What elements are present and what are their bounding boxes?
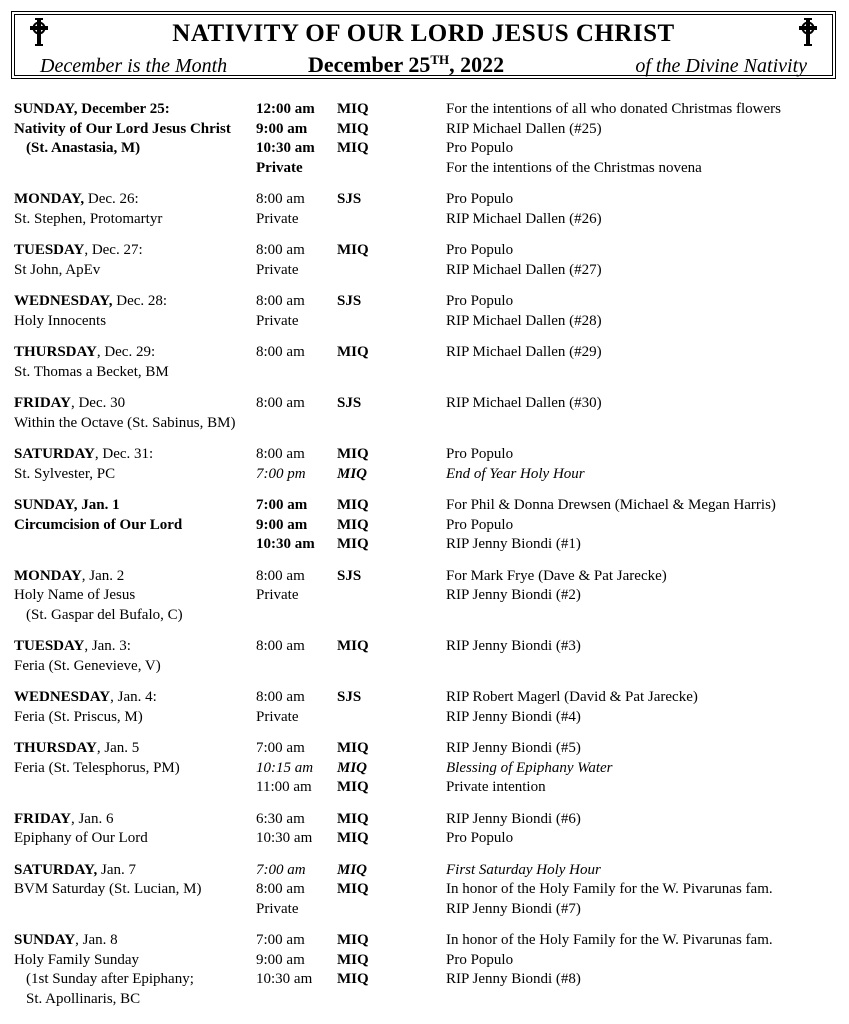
schedule-line xyxy=(14,210,834,230)
mass-intention: RIP Jenny Biondi (#8) xyxy=(446,971,581,987)
schedule-line xyxy=(14,567,834,587)
celebrant-code: MIQ xyxy=(337,740,369,756)
schedule-line xyxy=(14,606,834,626)
schedule-entry xyxy=(14,343,834,382)
schedule-line xyxy=(14,810,834,830)
celebrant-code: MIQ xyxy=(337,830,369,846)
mass-time: 10:30 am xyxy=(256,536,315,552)
day-name: FRIDAY xyxy=(14,810,71,827)
day-date: Dec. 28: xyxy=(112,293,168,309)
mass-time: Private xyxy=(256,708,299,725)
day-label xyxy=(14,567,124,587)
date-main: December 25 xyxy=(308,52,431,77)
day-label xyxy=(14,688,157,708)
schedule-line xyxy=(14,900,834,920)
day-label xyxy=(14,931,118,951)
schedule-entry xyxy=(14,445,834,484)
mass-time: 7:00 am xyxy=(256,497,308,513)
mass-intention: In honor of the Holy Family for the W. Pivarunas fam. xyxy=(446,881,773,897)
schedule-entry xyxy=(14,861,834,920)
mass-intention: For the intentions of the Christmas novena xyxy=(446,159,702,176)
mass-intention: RIP Jenny Biondi (#4) xyxy=(446,708,581,725)
day-name: MONDAY xyxy=(14,567,82,584)
celebrant-code: MIQ xyxy=(337,971,369,987)
day-label: SUNDAY, Jan. 1 xyxy=(14,497,120,513)
day-name: TUESDAY xyxy=(14,242,85,258)
mass-time: 8:00 am xyxy=(256,395,305,411)
schedule-entry xyxy=(14,931,834,1009)
day-date: , Jan. 3: xyxy=(84,638,131,654)
mass-time: Private xyxy=(256,159,303,176)
mass-time: Private xyxy=(256,312,299,329)
schedule-entry xyxy=(14,810,834,849)
schedule-line xyxy=(14,190,834,210)
date-sup: TH xyxy=(430,52,450,67)
schedule-line xyxy=(14,657,834,677)
day-label xyxy=(14,241,143,261)
month-dedication-right: of the Divine Nativity xyxy=(635,55,807,77)
day-date: , Jan. 8 xyxy=(75,932,118,948)
mass-time: 8:00 am xyxy=(256,567,305,584)
day-label xyxy=(14,810,113,830)
celebrant-code: MIQ xyxy=(337,759,368,776)
celebrant-code: MIQ xyxy=(337,810,369,827)
celebrant-code: MIQ xyxy=(337,497,369,513)
schedule-line xyxy=(14,394,834,414)
day-name: FRIDAY xyxy=(14,395,71,411)
day-name: SATURDAY xyxy=(14,446,95,462)
mass-time: 7:00 am xyxy=(256,932,305,948)
schedule-entry xyxy=(14,394,834,433)
celebrant-code: MIQ xyxy=(337,638,369,654)
feast-name: Circumcision of Our Lord xyxy=(14,516,183,533)
schedule-line xyxy=(14,708,834,728)
schedule-line xyxy=(14,688,834,708)
mass-intention: RIP Michael Dallen (#30) xyxy=(446,395,602,411)
schedule-line xyxy=(14,241,834,261)
mass-intention: RIP Jenny Biondi (#7) xyxy=(446,900,581,917)
mass-intention: For Phil & Donna Drewsen (Michael & Megan Harris) xyxy=(446,497,776,513)
mass-intention: First Saturday Holy Hour xyxy=(446,861,601,878)
schedule-entry xyxy=(14,637,834,676)
celebrant-code: MIQ xyxy=(337,101,369,117)
day-name: MONDAY, xyxy=(14,191,85,207)
mass-time: 10:30 am xyxy=(256,830,313,846)
day-date: , Jan. 4: xyxy=(110,689,157,705)
schedule-line xyxy=(14,120,834,140)
mass-intention: For Mark Frye (Dave & Pat Jarecke) xyxy=(446,567,667,584)
schedule-line xyxy=(14,880,834,900)
celebrant-code: SJS xyxy=(337,395,362,411)
day-name: SUNDAY xyxy=(14,932,76,948)
celebrant-code: MIQ xyxy=(337,932,369,948)
celebrant-code: MIQ xyxy=(337,446,369,462)
mass-intention: Private intention xyxy=(446,779,546,795)
celebrant-code: SJS xyxy=(337,191,362,207)
commemoration: (St. Anastasia, M) xyxy=(26,140,141,156)
celebrant-code: MIQ xyxy=(337,881,369,897)
celebrant-code: MIQ xyxy=(337,779,369,795)
schedule-line xyxy=(14,261,834,281)
schedule-line xyxy=(14,312,834,332)
mass-intention: Pro Populo xyxy=(446,191,514,207)
mass-intention: RIP Jenny Biondi (#3) xyxy=(446,638,581,654)
mass-time: Private xyxy=(256,261,299,278)
schedule-line xyxy=(14,990,834,1010)
feast-name: Epiphany of Our Lord xyxy=(14,830,148,846)
feast-name: Holy Name of Jesus xyxy=(14,587,136,603)
mass-intention: RIP Jenny Biondi (#6) xyxy=(446,810,581,827)
mass-intention: RIP Michael Dallen (#26) xyxy=(446,210,602,227)
mass-intention: End of Year Holy Hour xyxy=(446,465,585,482)
day-label xyxy=(14,343,155,363)
mass-time: 8:00 am xyxy=(256,191,305,207)
day-date: , Dec. 29: xyxy=(96,344,156,360)
commemoration: St. Apollinaris, BC xyxy=(26,990,141,1007)
schedule-line xyxy=(14,739,834,759)
mass-intention: RIP Michael Dallen (#29) xyxy=(446,344,602,360)
mass-time: 7:00 am xyxy=(256,861,306,878)
mass-time: 8:00 am xyxy=(256,242,305,258)
month-dedication-left: December is the Month xyxy=(40,55,228,77)
mass-time: 8:00 am xyxy=(256,881,305,897)
schedule-line xyxy=(14,516,834,536)
day-label xyxy=(14,394,125,414)
mass-intention: Pro Populo xyxy=(446,830,514,846)
feast-name: St John, ApEv xyxy=(14,261,101,278)
bulletin-date xyxy=(308,52,504,78)
day-date: , Dec. 27: xyxy=(84,242,143,258)
feast-name: St. Stephen, Protomartyr xyxy=(14,210,163,227)
celebrant-code: MIQ xyxy=(337,344,369,360)
schedule-line xyxy=(14,496,834,516)
celebrant-code: MIQ xyxy=(337,951,369,968)
mass-time: 10:15 am xyxy=(256,759,314,776)
mass-time: 12:00 am xyxy=(256,101,315,117)
schedule-line xyxy=(14,139,834,159)
schedule-line xyxy=(14,829,834,849)
day-name: THURSDAY xyxy=(14,344,97,360)
schedule-line xyxy=(14,970,834,990)
mass-time: 6:30 am xyxy=(256,810,305,827)
celebrant-code: MIQ xyxy=(337,861,368,878)
day-date: , Jan. 6 xyxy=(70,810,114,827)
schedule-entry xyxy=(14,292,834,331)
commemoration: (1st Sunday after Epiphany; xyxy=(26,971,194,987)
page-title: NATIVITY OF OUR LORD JESUS CHRIST xyxy=(172,20,675,47)
celebrant-code: MIQ xyxy=(337,465,368,482)
mass-intention: RIP Michael Dallen (#25) xyxy=(446,120,602,137)
feast-name: Nativity of Our Lord Jesus Christ xyxy=(14,120,231,137)
commemoration: (St. Gaspar del Bufalo, C) xyxy=(26,606,183,623)
mass-time: 9:00 am xyxy=(256,120,308,137)
schedule-entry xyxy=(14,100,834,178)
celebrant-code: MIQ xyxy=(337,120,369,137)
celebrant-code: MIQ xyxy=(337,536,369,552)
day-date: Dec. 26: xyxy=(84,191,139,207)
mass-time: Private xyxy=(256,210,299,227)
mass-intention: In honor of the Holy Family for the W. Pivarunas fam. xyxy=(446,932,773,948)
schedule-line xyxy=(14,931,834,951)
mass-time: 8:00 am xyxy=(256,689,305,705)
schedule-entry xyxy=(14,567,834,626)
mass-time: 8:00 am xyxy=(256,446,305,462)
mass-intention: Pro Populo xyxy=(446,951,514,968)
day-name: WEDNESDAY, xyxy=(14,293,113,309)
mass-intention: Blessing of Epiphany Water xyxy=(446,759,613,776)
feast-name: Feria (St. Telesphorus, PM) xyxy=(14,759,180,776)
day-date: , Dec. 30 xyxy=(70,395,126,411)
day-label: SUNDAY, December 25: xyxy=(14,101,170,117)
mass-schedule xyxy=(14,100,834,1021)
schedule-line xyxy=(14,586,834,606)
cross-icon xyxy=(797,18,819,46)
celebrant-code: MIQ xyxy=(337,242,369,258)
mass-intention: Pro Populo xyxy=(446,516,514,533)
schedule-entry xyxy=(14,739,834,798)
schedule-line xyxy=(14,951,834,971)
mass-time: 9:00 am xyxy=(256,951,305,968)
mass-time: 7:00 am xyxy=(256,740,305,756)
day-date: , Dec. 31: xyxy=(94,446,154,462)
schedule-line xyxy=(14,414,834,434)
schedule-line xyxy=(14,778,834,798)
mass-intention: RIP Robert Magerl (David & Pat Jarecke) xyxy=(446,689,698,705)
mass-intention: For the intentions of all who donated Christmas flowers xyxy=(446,101,781,117)
day-label xyxy=(14,190,139,210)
schedule-line xyxy=(14,465,834,485)
feast-name: St. Thomas a Becket, BM xyxy=(14,363,169,380)
mass-intention: Pro Populo xyxy=(446,140,514,156)
schedule-line xyxy=(14,861,834,881)
schedule-line xyxy=(14,159,834,179)
feast-name: Within the Octave (St. Sabinus, BM) xyxy=(14,414,236,431)
celebrant-code: SJS xyxy=(337,293,362,309)
mass-intention: RIP Michael Dallen (#28) xyxy=(446,312,602,329)
feast-name: Holy Innocents xyxy=(14,312,107,329)
day-date: , Jan. 2 xyxy=(81,567,125,584)
date-year: , 2022 xyxy=(449,52,505,77)
feast-name: BVM Saturday (St. Lucian, M) xyxy=(14,881,202,897)
mass-intention: Pro Populo xyxy=(446,242,514,258)
schedule-line xyxy=(14,759,834,779)
mass-intention: Pro Populo xyxy=(446,293,514,309)
mass-time: Private xyxy=(256,587,299,603)
mass-time: 9:00 am xyxy=(256,516,308,533)
schedule-line xyxy=(14,445,834,465)
schedule-line xyxy=(14,100,834,120)
celebrant-code: SJS xyxy=(337,689,362,705)
day-name: THURSDAY xyxy=(14,740,97,756)
mass-time: 11:00 am xyxy=(256,779,312,795)
mass-intention: RIP Jenny Biondi (#5) xyxy=(446,740,581,756)
day-label xyxy=(14,637,131,657)
mass-time: 8:00 am xyxy=(256,638,305,654)
celebrant-code: SJS xyxy=(337,567,362,584)
feast-name: Feria (St. Genevieve, V) xyxy=(14,657,161,674)
feast-name: St. Sylvester, PC xyxy=(14,465,116,482)
schedule-line xyxy=(14,363,834,383)
header-box xyxy=(11,11,836,79)
schedule-entry xyxy=(14,688,834,727)
schedule-entry xyxy=(14,190,834,229)
day-label xyxy=(14,739,139,759)
mass-intention: RIP Jenny Biondi (#1) xyxy=(446,536,581,552)
schedule-entry xyxy=(14,496,834,555)
schedule-line xyxy=(14,637,834,657)
celebrant-code: MIQ xyxy=(337,516,369,533)
mass-intention: RIP Jenny Biondi (#2) xyxy=(446,587,581,603)
feast-name: Feria (St. Priscus, M) xyxy=(14,708,143,725)
schedule-line xyxy=(14,343,834,363)
mass-intention: RIP Michael Dallen (#27) xyxy=(446,261,602,278)
day-name: SATURDAY, xyxy=(14,861,98,878)
feast-name: Holy Family Sunday xyxy=(14,951,140,968)
mass-time: 8:00 am xyxy=(256,344,305,360)
day-name: TUESDAY xyxy=(14,638,85,654)
day-date: Jan. 7 xyxy=(97,861,136,878)
schedule-line xyxy=(14,535,834,555)
mass-time: 10:30 am xyxy=(256,971,313,987)
mass-time: Private xyxy=(256,900,299,917)
day-label xyxy=(14,861,136,881)
day-label xyxy=(14,292,167,312)
day-date: , Jan. 5 xyxy=(96,740,140,756)
day-label xyxy=(14,445,153,465)
mass-intention: Pro Populo xyxy=(446,446,514,462)
schedule-line xyxy=(14,292,834,312)
schedule-entry xyxy=(14,241,834,280)
mass-time: 7:00 pm xyxy=(256,465,306,482)
mass-time: 8:00 am xyxy=(256,293,305,309)
mass-time: 10:30 am xyxy=(256,140,315,156)
day-name: WEDNESDAY xyxy=(14,689,111,705)
celebrant-code: MIQ xyxy=(337,140,369,156)
